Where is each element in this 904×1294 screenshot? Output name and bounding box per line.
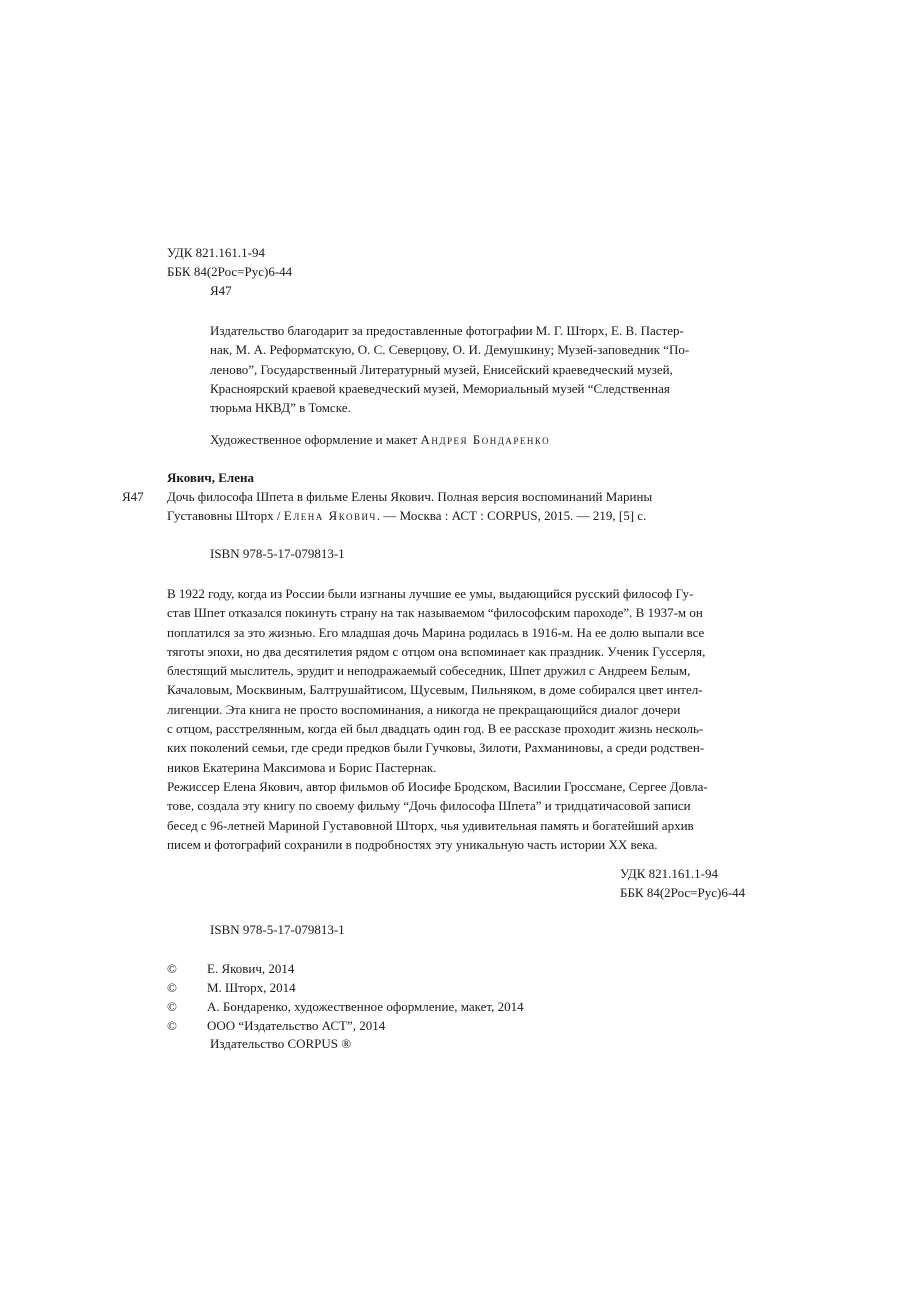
copyright-text: Е. Якович, 2014 <box>207 961 295 976</box>
annotation-line: В 1922 году, когда из России были изгнаны лучшие ее умы, выдающийся русский философ Гу- <box>167 586 694 601</box>
copyright-symbol: © <box>167 999 177 1014</box>
annotation-line: писем и фотографий сохранили в подробностях эту уникальную часть истории XX века. <box>167 836 658 852</box>
annotation-line: поплатился за это жизнью. Его младшая дочь Марина родилась в 1916-м. На ее долю выпали все <box>167 624 705 640</box>
copyright-text: А. Бондаренко, художественное оформление, макет, 2014 <box>207 999 524 1014</box>
udk-bottom: УДК 821.161.1-94 <box>620 866 719 881</box>
ack-line: Красноярский краевой краеведческий музей, Мемориальный музей “Следственная <box>210 380 670 396</box>
copyright-symbol: © <box>167 1018 177 1033</box>
copyright-row <box>167 961 294 977</box>
annotation-line: лигенции. Эта книга не просто воспоминания, а никогда не прекращающийся диалог дочери <box>167 701 681 717</box>
ack-line: нак, М. А. Реформатскую, О. С. Северцову, О. И. Демушкину; Музей-заповедник “По- <box>210 342 690 358</box>
annotation-paragraph <box>167 584 775 854</box>
design-credit <box>210 432 550 448</box>
annotation-line: Режиссер Елена Якович, автор фильмов об Иосифе Бродском, Василии Гроссмане, Сергее Довла- <box>167 778 708 794</box>
publisher-name: Издательство CORPUS ® <box>210 1036 352 1051</box>
annotation-line: тяготы эпохи, но два десятилетия рядом с отцом она вспоминает как праздник. Ученик Гуссерля, <box>167 643 706 659</box>
annotation-line: ников Екатерина Максимова и Борис Пастернак. <box>167 759 437 775</box>
bbk-bottom: ББК 84(2Рос=Рус)6-44 <box>620 885 746 900</box>
annotation-line: блестящий мыслитель, эрудит и неподражаемый собеседник, Шпет дружил с Андреем Белым, <box>167 663 691 679</box>
copyright-text: М. Шторх, 2014 <box>207 980 296 995</box>
acknowledgment-paragraph <box>210 321 775 417</box>
catalog-line-1: Дочь философа Шпета в фильме Елены Якович. Полная версия воспоминаний Марины <box>167 489 653 504</box>
catalog-isbn: ISBN 978-5-17-079813-1 <box>210 546 345 561</box>
isbn-bottom: ISBN 978-5-17-079813-1 <box>210 922 345 937</box>
annotation-line: тове, создала эту книгу по своему фильму “Дочь философа Шпета” и тридцатичасовой записи <box>167 798 691 814</box>
catalog-author-heading: Якович, Елена <box>167 470 254 485</box>
copyright-row <box>167 1018 385 1034</box>
copyright-symbol: © <box>167 980 177 995</box>
author-sign: Я47 <box>210 283 232 298</box>
design-credit-prefix: Художественное оформление и макет <box>210 432 418 447</box>
udk-code: УДК 821.161.1-94 <box>167 245 266 260</box>
copyright-row <box>167 980 296 996</box>
annotation-line: с отцом, расстрелянным, когда ей был двадцать один год. В ее рассказе проходит жизнь несколь- <box>167 721 704 737</box>
catalog-code: Я47 <box>122 489 144 504</box>
catalog-line-2-post: . — Москва : АСТ : CORPUS, 2015. — 219, [5] с. <box>376 508 647 523</box>
catalog-line-2 <box>167 508 646 524</box>
annotation-line: бесед с 96-летней Мариной Густавовной Шторх, чья удивительная память и богатейший архив <box>167 817 694 833</box>
ack-line: Издательство благодарит за предоставленные фотографии М. Г. Шторх, Е. В. Пастер- <box>210 323 684 338</box>
catalog-line-2-author: Елена Якович <box>283 508 377 523</box>
design-credit-name: Андрея Бондаренко <box>420 432 551 447</box>
ack-line: леново”, Государственный Литературный музей, Енисейский краеведческий музей, <box>210 361 673 377</box>
catalog-line-2-pre: Густавовны Шторх / <box>167 508 284 523</box>
annotation-line: став Шпет отказался покинуть страну на так называемом “философским пароходе”. В 1937-м он <box>167 605 703 621</box>
copyright-text: ООО “Издательство АСТ”, 2014 <box>207 1018 386 1033</box>
copyright-symbol: © <box>167 961 177 976</box>
copyright-row <box>167 999 524 1015</box>
ack-line: тюрьма НКВД” в Томске. <box>210 400 351 416</box>
bbk-code: ББК 84(2Рос=Рус)6-44 <box>167 264 293 279</box>
annotation-line: Качаловым, Москвиным, Балтрушайтисом, Щусевым, Пильняком, в доме собирался цвет интел- <box>167 682 703 698</box>
annotation-line: ких поколений семьи, где среди предков были Гучковы, Зилоти, Рахманиновы, а среди родствен- <box>167 740 705 756</box>
